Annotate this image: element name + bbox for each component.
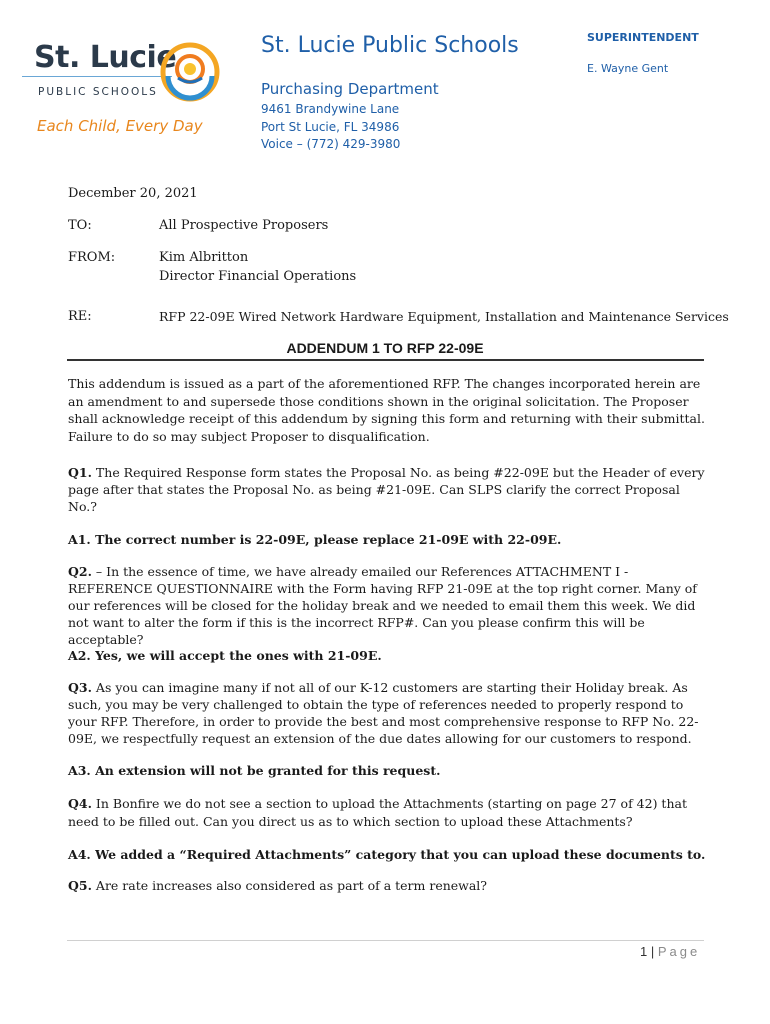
address-line-1: 9461 Brandywine Lane bbox=[261, 102, 400, 116]
question-label: Q3. bbox=[68, 680, 92, 695]
re-value: RFP 22-09E Wired Network Hardware Equipment, Installation and Maintenance Services bbox=[159, 309, 729, 324]
title-divider bbox=[67, 359, 704, 361]
question-text: Are rate increases also considered as part of a term renewal? bbox=[91, 878, 488, 893]
page-number bbox=[640, 944, 700, 959]
phone-line: Voice – (772) 429-3980 bbox=[261, 137, 401, 151]
answer-4 bbox=[68, 846, 708, 863]
logo-divider bbox=[22, 76, 172, 77]
footer-divider bbox=[67, 940, 704, 941]
answer-3 bbox=[68, 762, 708, 779]
document-title: ADDENDUM 1 TO RFP 22-09E bbox=[286, 340, 484, 356]
question-text: In Bonfire we do not see a section to upload the Attachments (starting on page 27 of 42) that need to be filled out. Can you direct us as to which section to upload these Attachments? bbox=[68, 796, 687, 829]
answer-text: A4. We added a “Required Attachments” category that you can upload these documents to. bbox=[68, 847, 706, 862]
question-text: The Required Response form states the Proposal No. as being #22-09E but the Header of every page after that states the Proposal No. as being #21-09E. Can SLPS clarify the correct Proposal No.? bbox=[68, 465, 705, 514]
question-text: – In the essence of time, we have already emailed our References ATTACHMENT I - REFERENCE QUESTIONNAIRE with the Form having RFP 21-09E at the top right corner. Many of our references will be closed for the holiday break and we needed to email them this week. We did not want to alter the form if this is the incorrect RFP#. Can you please confirm this will be acceptable? bbox=[68, 564, 697, 647]
from-title: Director Financial Operations bbox=[159, 269, 357, 284]
question-label: Q5. bbox=[68, 878, 92, 893]
answer-2 bbox=[68, 647, 708, 664]
intro-paragraph: This addendum is issued as a part of the aforementioned RFP. The changes incorporated herein are an amendment to and supersede those conditions shown in the original solicitation. The Proposer shall acknowledge receipt of this addendum by signing this form and returning with their submittal. Failure to do so may subject Proposer to disqualification. bbox=[68, 376, 705, 444]
from-label: FROM: bbox=[68, 250, 116, 265]
logo-subtitle: PUBLIC SCHOOLS bbox=[38, 86, 158, 98]
question-label: Q1. bbox=[68, 465, 92, 480]
page-number-value: 1 bbox=[640, 944, 648, 959]
question-2 bbox=[68, 563, 708, 648]
superintendent-name: E. Wayne Gent bbox=[587, 62, 669, 75]
tagline: Each Child, Every Day bbox=[37, 117, 203, 135]
answer-text: A1. The correct number is 22-09E, please replace 21-09E with 22-09E. bbox=[68, 532, 562, 547]
answer-1 bbox=[68, 531, 708, 548]
organization-name: St. Lucie Public Schools bbox=[261, 33, 519, 58]
sun-circle-logo-icon bbox=[160, 42, 226, 108]
question-1 bbox=[68, 464, 708, 515]
question-label: Q4. bbox=[68, 796, 92, 811]
answer-text: A2. Yes, we will accept the ones with 21-09E. bbox=[68, 648, 382, 663]
re-label: RE: bbox=[68, 309, 92, 324]
question-5 bbox=[68, 877, 708, 894]
logo-wordmark: St. Lucie bbox=[34, 40, 177, 75]
question-label: Q2. bbox=[68, 564, 92, 579]
from-name: Kim Albritton bbox=[159, 250, 249, 265]
answer-text: A3. An extension will not be granted for this request. bbox=[68, 763, 441, 778]
memo-date: December 20, 2021 bbox=[68, 186, 198, 201]
question-3 bbox=[68, 679, 708, 747]
to-value: All Prospective Proposers bbox=[159, 218, 329, 233]
page-separator: | bbox=[647, 944, 658, 959]
department-name: Purchasing Department bbox=[261, 80, 439, 98]
address-line-2: Port St Lucie, FL 34986 bbox=[261, 120, 400, 134]
to-label: TO: bbox=[68, 218, 92, 233]
page-word: Page bbox=[657, 944, 701, 959]
question-4 bbox=[68, 795, 708, 831]
superintendent-label: SUPERINTENDENT bbox=[587, 31, 699, 44]
question-text: As you can imagine many if not all of our K-12 customers are starting their Holiday break. As such, you may be very challenged to obtain the type of references needed to properly respond to your RFP. Therefore, in order to provide the best and most comprehensive response to RFP No. 22-09E, we respectfully request an extension of the due dates allowing for our customers to respond. bbox=[68, 680, 699, 746]
